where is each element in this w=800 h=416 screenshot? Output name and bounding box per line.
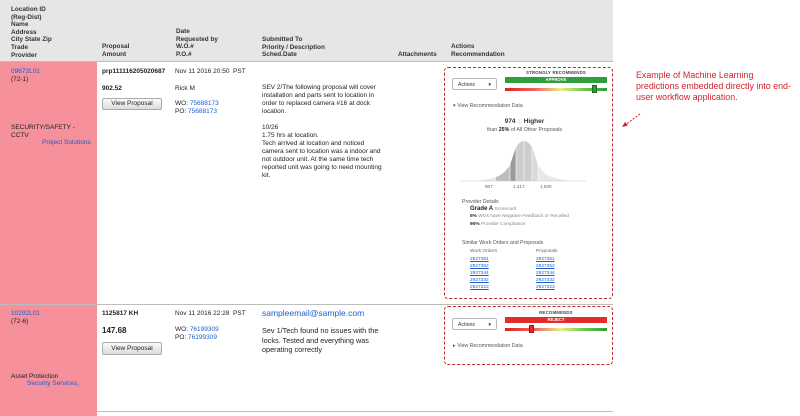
annotation-arrow [620,112,642,130]
distribution-chart [458,137,588,185]
than-prefix: than [486,127,498,133]
scale-marker [529,325,534,333]
description: SEV 2/The following proposal will cover installation and parts sent to location in order to replaced camera #16 at dock location. [262,84,376,115]
higher-text: Higher [523,118,545,125]
work-order-link[interactable]: 2927361 [470,257,489,262]
scale-marker [592,85,597,93]
reg-dist: (72-6) [11,318,29,325]
compliance-line [470,222,525,229]
info-icon: ⓘ [517,119,522,124]
view-data-label: View Recommendation Data [457,103,523,109]
recommendation-badge: REJECT [505,317,607,323]
view-proposal-button[interactable]: View Proposal [102,98,162,110]
recommendation-scale [505,328,607,331]
compliance-pct: 90% [470,222,480,227]
po-label: PO: [175,108,187,115]
po-row [175,334,217,342]
description: Sev 1/Tech found no issues with the locks. Tested and everything was operating correctly [262,326,379,354]
po-link[interactable]: 76199309 [188,334,217,341]
annotation-note: Example of Machine Learning predictions embedded directly into end-user workflow application. [636,70,791,102]
trade: Asset Protection [11,373,59,380]
work-orders-header: Work Orders [470,249,498,254]
provider-link[interactable]: Security Services, [27,380,80,387]
negative-pct: 5% [470,214,477,219]
table-header [0,0,613,62]
axis-mid: 1,417 [513,184,525,189]
proposal-link[interactable]: 2927344 [536,271,555,276]
work-order-link[interactable]: 2927344 [470,271,489,276]
higher-line [452,118,597,125]
work-order-link[interactable]: 2927352 [470,264,489,269]
view-data-toggle[interactable] [453,103,523,110]
triangle-right-icon: ▸ [453,343,456,349]
wo-label: WO: [175,326,188,333]
header-date: Date Requested by W.O.# P.O.# [176,28,218,58]
trade: SECURITY/SAFETY - CCTV [11,124,75,139]
header-submitted: Submitted To Priority / Description Sched.Date [262,36,325,59]
sched-date: 10/26 [262,124,279,131]
recommendation-title: RECOMMENDS [539,310,573,315]
reg-dist: (72-1) [11,76,29,83]
po-label: PO: [175,334,187,341]
actions-dropdown[interactable] [452,78,497,90]
request-date: Nov 11 2016 22:28 PST [175,310,246,317]
grade: Grade A [470,206,494,212]
wo-row [175,326,219,334]
header-location: Location ID (Reg-Dist) Name Address City State Zip Trade Provider [11,6,52,59]
proposal-link[interactable]: 2927332 [536,278,555,283]
view-data-label: View Recommendation Data [457,343,523,349]
proposal-link[interactable]: 2927352 [536,264,555,269]
grade-line [470,206,516,214]
triangle-down-icon: ▾ [453,103,456,109]
proposals-header: Proposals [536,249,558,254]
header-actions: Actions Recommendation [451,43,505,58]
recommendation-badge: APPROVE [505,77,607,83]
wo-link[interactable]: 75688173 [189,100,219,107]
po-link[interactable]: 75688173 [188,108,217,115]
actions-dropdown-label: Actions [458,322,476,328]
location-id-link[interactable]: 09672L01 [11,68,40,75]
header-attachments: Attachments [398,51,437,58]
similar-title: Similar Work Orders and Proposals [462,240,544,246]
actions-dropdown[interactable] [452,318,497,330]
location-column [0,62,97,416]
actions-dropdown-label: Actions [458,82,476,88]
scorecard-label: Scorecard [494,207,517,212]
view-data-toggle[interactable] [453,343,523,350]
than-suffix: of All Other Proposals [510,127,563,133]
header-proposal: Proposal Amount [102,43,130,58]
row-divider [0,304,613,305]
work-order-link[interactable]: 2927323 [470,285,489,290]
negative-text: WOs have Negative Feedback or Recalled [478,214,569,219]
proposal-amount: 902.52 [102,85,122,92]
wo-label: WO: [175,100,188,107]
request-date: Nov 11 2016 20:50 PST [175,68,246,75]
axis-low: 967 [485,184,493,189]
axis-high: 1,836 [540,184,552,189]
provider-link[interactable]: Project Solutions [42,139,91,146]
row-divider-bottom [97,411,613,412]
wo-row [175,100,219,108]
wo-link[interactable]: 76199309 [189,326,219,333]
than-line [452,127,597,133]
proposal-link[interactable]: 2927361 [536,257,555,262]
provider-details-title: Provider Details [462,199,499,205]
work-order-link[interactable]: 2927332 [470,278,489,283]
requested-by: Rick M [175,85,195,92]
than-percent: 25% [498,127,510,133]
location-id-link[interactable]: 10292L01 [11,310,40,317]
negative-feedback-line [470,214,569,221]
recommendation-title: STRONGLY RECOMMENDS [526,70,586,75]
proposal-amount: 147.68 [102,326,127,335]
chevron-down-icon: ▼ [487,322,492,327]
higher-number: 974 [504,118,516,125]
compliance-text: Provider Compliance [480,222,526,227]
proposal-link[interactable]: 2927323 [536,285,555,290]
proposal-id: prp111116205020687 [102,68,166,75]
chevron-down-icon: ▼ [487,82,492,87]
po-row [175,108,217,116]
view-proposal-button[interactable]: View Proposal [102,342,162,355]
proposal-id: 1125817 KH [102,310,139,317]
tech-notes: 1.75 hrs at location. Tech arrived at location and noticed camera sent to location was a indoor and not outdoor unit. At the same time tech reported unit was going to need mounting kit. [262,132,382,179]
email-link[interactable]: sampleemail@sample.com [262,308,365,318]
